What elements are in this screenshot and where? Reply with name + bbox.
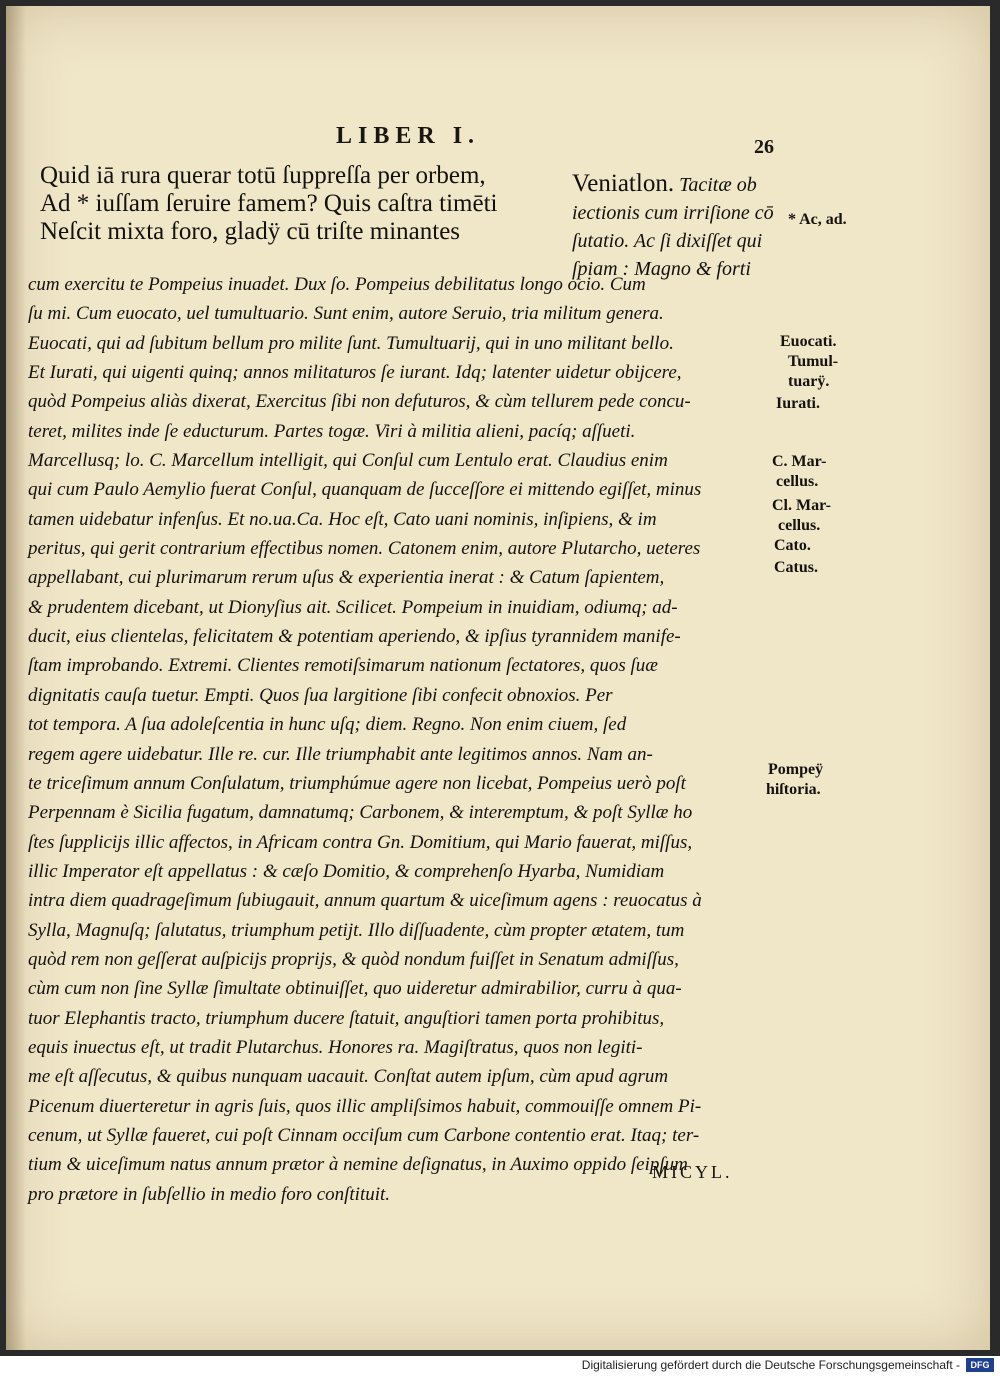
body-line: ſtam improbando. Extremi. Clientes remotiſsimarum nationum ſectatores, quos ſuæ	[28, 655, 658, 677]
body-line: intra diem quadrageſimum ſubiugauit, annum quartum & uiceſimum agens : reuocatus à	[28, 890, 702, 912]
commentary-lemma-top	[572, 170, 782, 283]
body-line: cùm cum non ſine Syllæ ſimultate obtinuiſſet, quo uideretur admirabilior, curru à qua-	[28, 978, 682, 1000]
body-line: Euocati, qui ad ſubitum bellum pro milite ſunt. Tumultuarij, qui in uno militant bello.	[28, 332, 674, 354]
body-line: tot tempora. A ſua adoleſcentia in hunc uſq; diem. Regno. Non enim ciuem, ſed	[28, 714, 627, 736]
margin-note-cl-marcellus: Cl. Mar-	[772, 497, 831, 514]
body-line: cenum, ut Syllæ faueret, cui poſt Cinnam occiſum cum Carbone contentio erat. Itaq; ter-	[28, 1124, 700, 1146]
body-line: teret, milites inde ſe educturum. Partes togæ. Viri à militia alieni, pacíq; aſſueti.	[28, 420, 636, 442]
margin-note-pompei: Pompeÿ	[768, 761, 824, 778]
lemma-line: iectionis cum irriſione cō	[572, 202, 774, 224]
margin-note-cato: Cato.	[774, 537, 811, 554]
margin-note-iurati: Iurati.	[776, 395, 820, 412]
margin-note-cl-marcellus-cont: cellus.	[778, 517, 821, 534]
body-line: te triceſimum annum Conſulatum, triumphúmue agere non licebat, Pompeius uerò poſt	[28, 772, 686, 794]
body-line: quòd rem non geſſerat auſpicijs proprijs, & quòd nondum fuiſſet in Senatum admiſſus,	[28, 948, 679, 970]
lemma-head: Veniatlon.	[572, 170, 675, 197]
margin-note-tumultuarii: Tumul-	[788, 353, 839, 370]
verse-line: Neſcit mixta foro, gladÿ cū triſte minantes	[40, 218, 461, 245]
footer-bar	[0, 1356, 1000, 1376]
commentary-body	[28, 270, 780, 1209]
margin-note-catus: Catus.	[774, 559, 819, 576]
funding-notice: Digitalisierung gefördert durch die Deutsche Forschungsgemeinschaft -	[581, 1358, 960, 1372]
body-line: Et Iurati, qui uigenti quinq; annos militaturos ſe iurant. Idq; latenter uidetur obijcere,	[28, 362, 682, 384]
body-line: Sylla, Magnuſq; ſalutatus, triumphum petijt. Illo diſſuadente, cùm propter ætatem, tum	[28, 919, 685, 941]
margin-note-tumultuarii-cont: tuarÿ.	[788, 373, 830, 390]
dfg-logo-icon: DFG	[966, 1358, 994, 1372]
margin-note-ac-ad: * Ac, ad.	[788, 211, 847, 228]
body-line: dignitatis cauſa tuetur. Empti. Quos ſua largitione ſibi confecit obnoxios. Per	[28, 684, 613, 706]
body-line: quòd Pompeius aliàs dixerat, Exercitus ſibi non defuturos, & cùm tellurem pede concu-	[28, 391, 691, 413]
body-line: me eſt aſſecutus, & quibus nunquam uacauit. Conſtat autem ipſum, cùm apud agrum	[28, 1066, 669, 1088]
body-line: ſu mi. Cum euocato, uel tumultuario. Sunt enim, autore Seruio, tria militum genera.	[28, 303, 664, 325]
lemma-line: ſutatio. Ac ſi dixiſſet qui	[572, 230, 763, 252]
body-line: equis inuectus eſt, ut tradit Plutarchus. Honores ra. Magiſtratus, quos non legiti-	[28, 1036, 643, 1058]
body-line: Picenum diuerteretur in agris ſuis, quos illic ampliſsimos habuit, commouiſſe omnem Pi-	[28, 1095, 702, 1117]
body-line: Marcellusq; lo. C. Marcellum intelligit, qui Conſul cum Lentulo erat. Claudius enim	[28, 450, 668, 472]
body-line: pro prætore in ſubſellio in medio foro conſtituit.	[28, 1183, 391, 1205]
body-line: peritus, qui gerit contrarium effectibus nomen. Catonem enim, autore Plutarcho, ueteres	[28, 538, 701, 560]
running-head: LIBER I.	[336, 123, 481, 149]
book-page	[6, 6, 990, 1350]
body-line: tium & uiceſimum natus annum prætor à nemine deſignatus, in Auximo oppido ſeipſum	[28, 1154, 688, 1176]
body-line: tuor Elephantis tracto, triumphum ducere ſtatuit, anguſtiori tamen porta prohibitus,	[28, 1007, 665, 1029]
page-number: 26	[754, 136, 774, 158]
lemma-line: Tacitæ ob	[679, 174, 757, 196]
margin-note-c-marcellus: C. Mar-	[772, 453, 827, 470]
body-line: & prudentem dicebant, ut Dionyſius ait. Scilicet. Pompeium in inuidiam, odiumq; ad-	[28, 596, 678, 618]
verse-line: Quid iā rura querar totū ſuppreſſa per orbem,	[40, 162, 486, 189]
body-line: illic Imperator eſt appellatus : & cæſo Domitio, & comprehenſo Hyarba, Numidiam	[28, 860, 665, 882]
lemma-line: ſpiam : Magno & forti	[572, 258, 751, 280]
body-line: regem agere uidebatur. Ille re. cur. Ille triumphabit ante legitimos annos. Nam an-	[28, 743, 653, 765]
margin-note-pompei-historia: hiſtoria.	[766, 781, 821, 798]
body-line: ducit, eius clientelas, felicitatem & potentiam aperiendo, & ipſius tyrannidem manife-	[28, 626, 681, 648]
verse-line: Ad * iuſſam ſeruire famem? Quis caſtra timēti	[40, 190, 498, 217]
verse-block	[40, 162, 560, 246]
body-line: Perpennam è Sicilia fugatum, damnatumq; Carbonem, & interemptum, & poſt Syllæ ho	[28, 802, 693, 824]
body-line: ſtes ſupplicijs illic affectos, in Africam contra Gn. Domitium, qui Mario fauerat, miſſus,	[28, 831, 693, 853]
margin-note-c-marcellus-cont: cellus.	[776, 473, 819, 490]
body-line: cum exercitu te Pompeius inuadet. Dux ſo. Pompeius debilitatus longo ocio. Cum	[28, 274, 646, 295]
body-line: qui cum Paulo Aemylio fuerat Conſul, quanquam de ſucceſſore ei mittendo egiſſet, minus	[28, 479, 702, 501]
body-line: tamen uidebatur infenſus. Et no.ua.Ca. Hoc eſt, Cato uani nominis, inſipiens, & im	[28, 508, 657, 530]
body-line: appellabant, cui plurimarum rerum uſus & experientia inerat : & Catum ſapientem,	[28, 567, 665, 589]
margin-note-euocati: Euocati.	[780, 333, 837, 350]
catchword: MICYL.	[652, 1162, 733, 1182]
